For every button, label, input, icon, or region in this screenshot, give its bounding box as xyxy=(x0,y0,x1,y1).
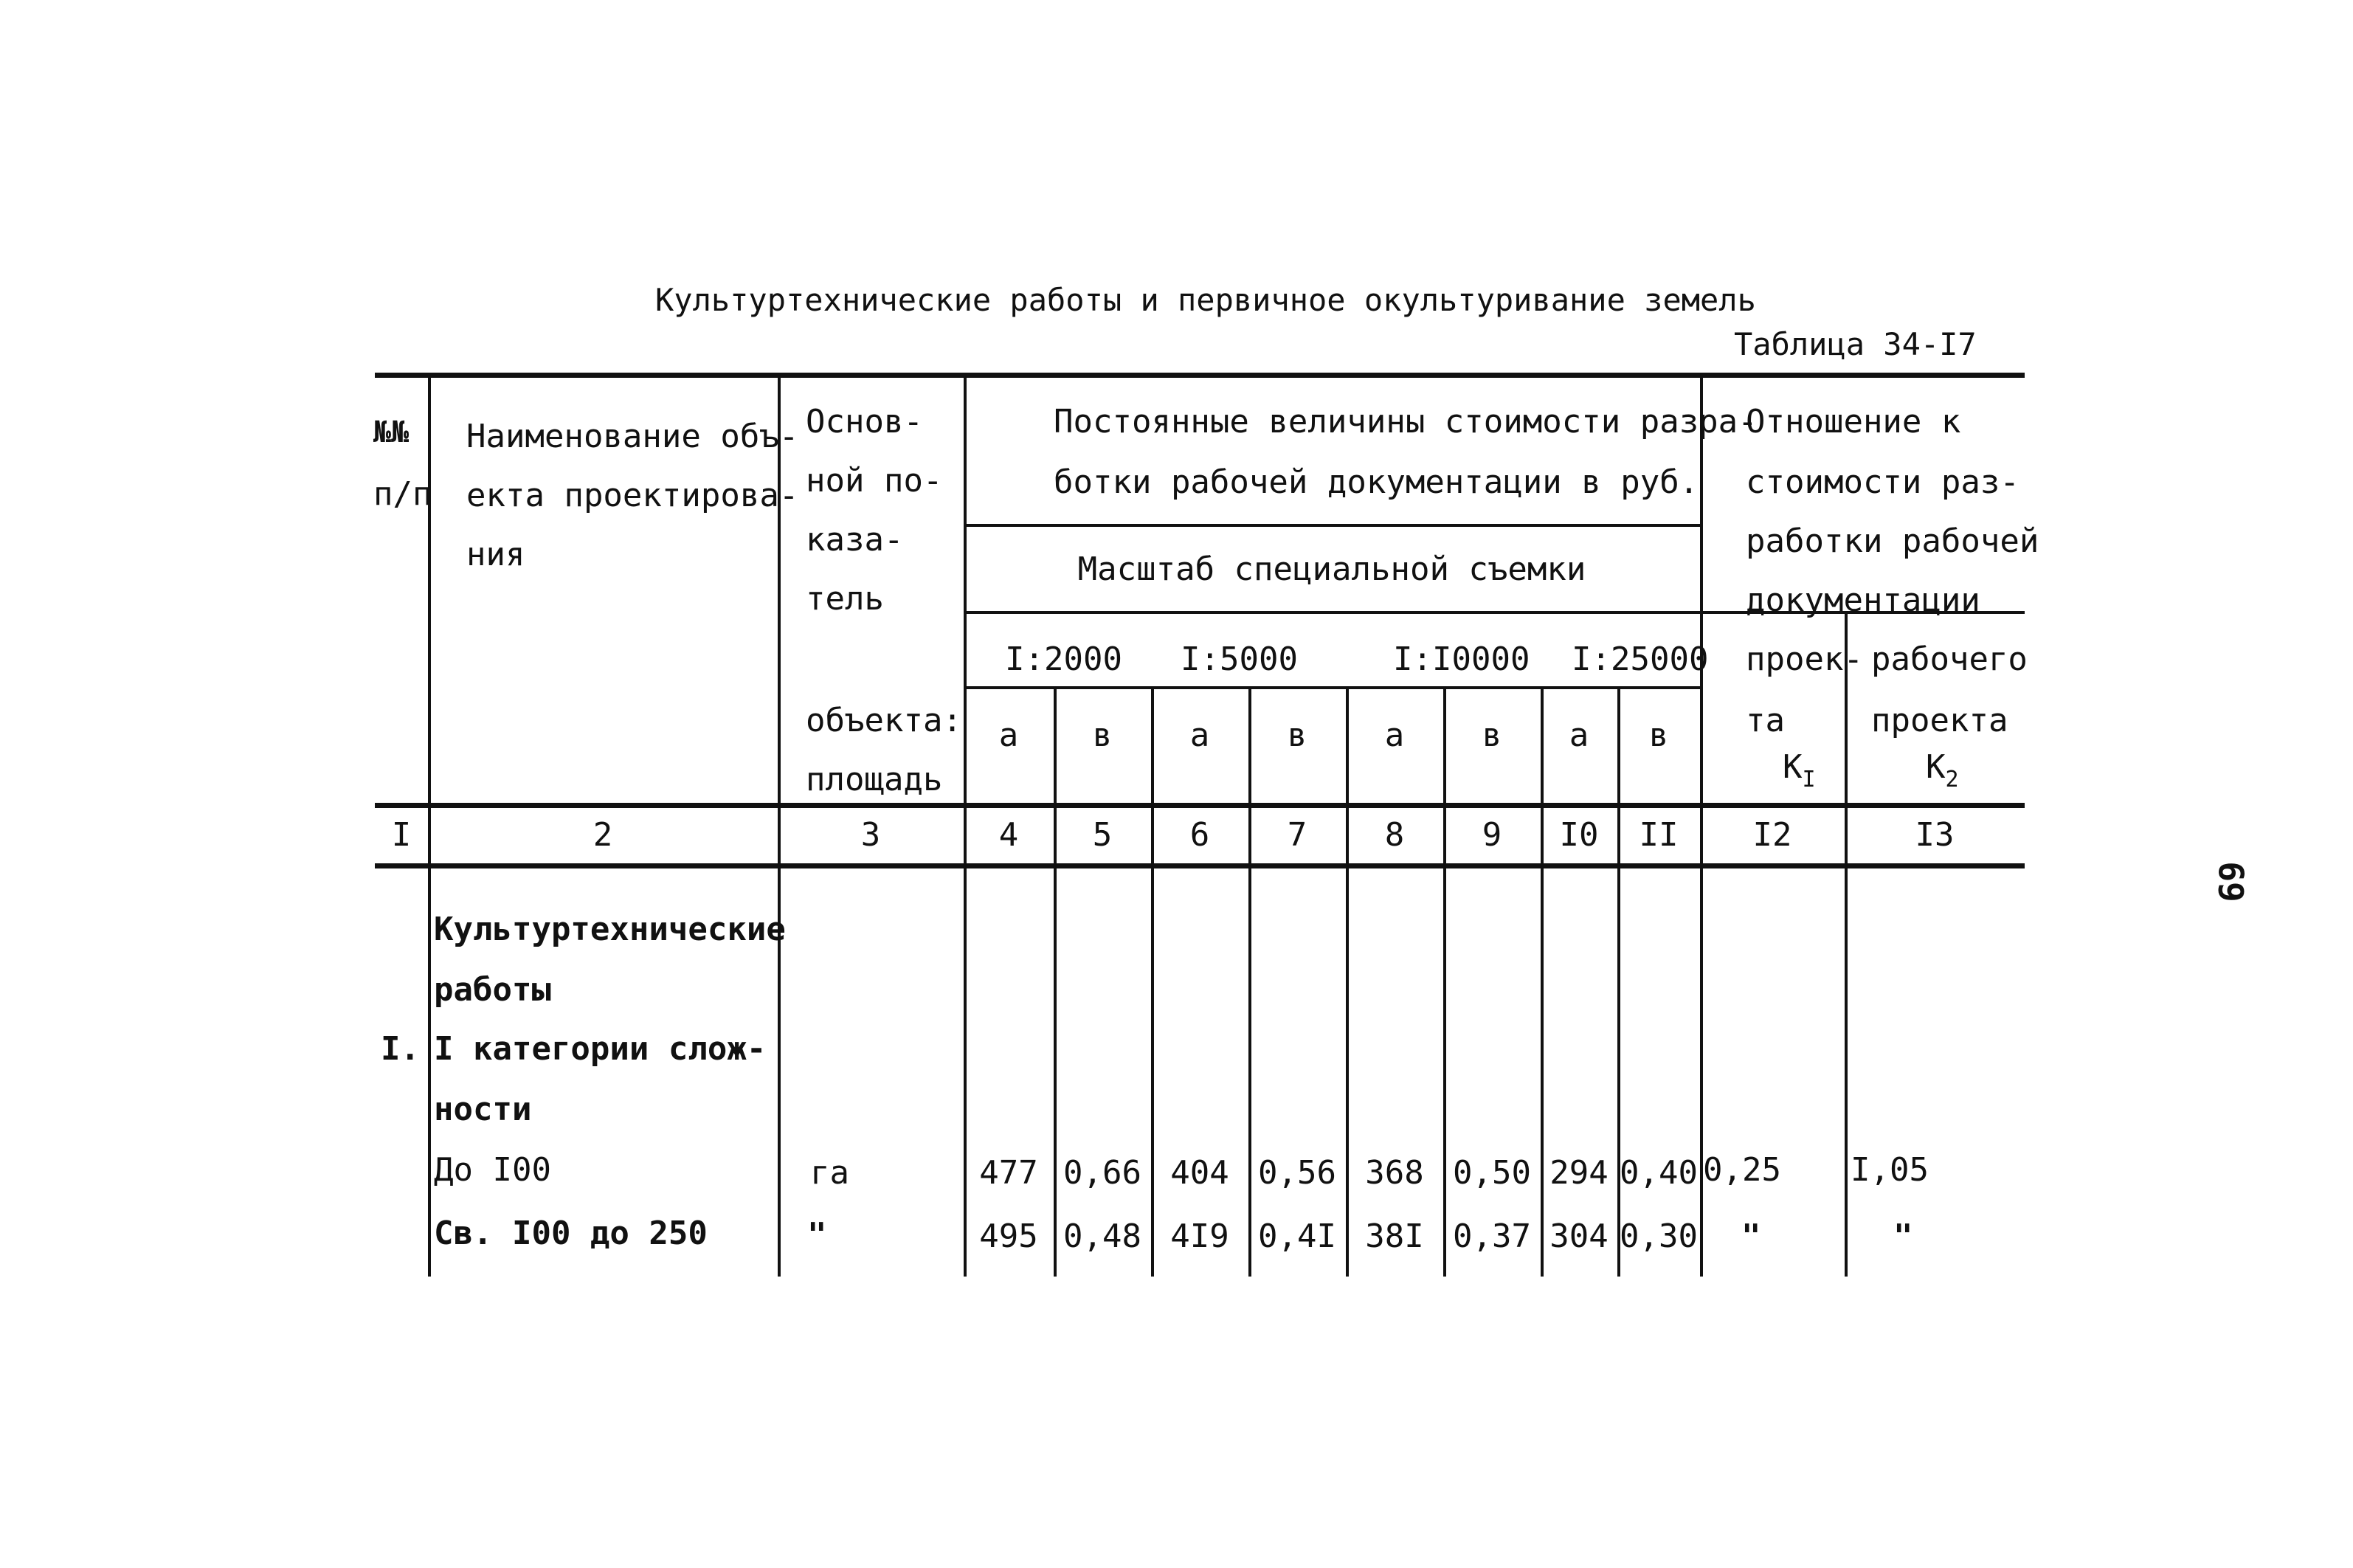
row1-v8: 368 xyxy=(1365,1154,1424,1192)
row2-v8: 38I xyxy=(1365,1218,1424,1255)
header-bottom-rule xyxy=(375,803,2025,808)
row2-k2: " xyxy=(1893,1218,1913,1255)
header-col1-line1: №№ xyxy=(373,415,410,449)
scales-rule xyxy=(964,686,1700,689)
page-number: 69 xyxy=(2211,861,2251,902)
colnum-7: 7 xyxy=(1287,816,1307,854)
cost-group-line1: Постоянные величины стоимости разра- xyxy=(1054,403,1758,441)
colnum-3: 3 xyxy=(860,816,881,854)
subhead-v-3: в xyxy=(1482,716,1502,754)
scale-1-2000: I:2000 xyxy=(1005,640,1122,678)
scale-1-5000: I:5000 xyxy=(1181,640,1298,678)
colnum-8: 8 xyxy=(1384,816,1405,854)
table-top-rule xyxy=(375,373,2025,378)
row1-v11: 0,40 xyxy=(1620,1154,1698,1192)
k1-header-line1: проек- xyxy=(1746,640,1863,678)
header-col2-line1: Наименование объ- xyxy=(466,418,799,455)
row1-v7: 0,56 xyxy=(1258,1154,1336,1192)
subhead-v-2: в xyxy=(1287,716,1307,754)
section-line1: Культуртехнические xyxy=(434,911,786,948)
header-col3-line6: площадь xyxy=(806,761,943,798)
cost-group-line2: ботки рабочей документации в руб. xyxy=(1054,463,1699,501)
row2-v11: 0,30 xyxy=(1620,1218,1698,1255)
header-col1-line2: п/п xyxy=(373,475,432,513)
cost-subheader-rule xyxy=(964,524,1700,527)
ratio-group-line3: работки рабочей xyxy=(1746,522,2039,560)
colnum-11: II xyxy=(1639,816,1679,854)
k1-header-symbol: $K_I$ xyxy=(1783,748,1816,792)
k1-header-line2: та xyxy=(1746,702,1785,739)
scale-label-rule xyxy=(964,611,1700,614)
document-title: Культуртехнические работы и первичное окультуривание земель xyxy=(655,282,1756,318)
k2-header-symbol: $K_2$ xyxy=(1926,748,1959,792)
colnum-4: 4 xyxy=(998,816,1019,854)
header-col3-line1: Основ- xyxy=(806,403,923,441)
row2-name: Св. I00 до 250 xyxy=(434,1215,708,1252)
scale-1-25000: I:25000 xyxy=(1572,640,1709,678)
colnum-13: I3 xyxy=(1915,816,1955,854)
colnum-10: I0 xyxy=(1559,816,1599,854)
row1-name: До I00 xyxy=(434,1151,551,1189)
header-col2-line2: екта проектирова- xyxy=(466,477,799,514)
ratio-group-line4: документации xyxy=(1746,581,1980,619)
header-col3-line3: каза- xyxy=(806,521,904,559)
scale-1-10000: I:I0000 xyxy=(1393,640,1530,678)
ratio-group-line1: Отношение к xyxy=(1746,403,1961,441)
row1-v9: 0,50 xyxy=(1453,1154,1531,1192)
ratio-group-line2: стоимости раз- xyxy=(1746,463,2019,501)
k2-header-line2: проекта xyxy=(1871,702,2008,739)
row1-v6: 404 xyxy=(1170,1154,1229,1192)
row2-v6: 4I9 xyxy=(1170,1218,1229,1255)
row1-v5: 0,66 xyxy=(1063,1154,1141,1192)
colnum-1: I xyxy=(391,816,412,854)
row1-v10: 294 xyxy=(1549,1154,1609,1192)
subhead-a-3: а xyxy=(1384,716,1405,754)
colnum-9: 9 xyxy=(1482,816,1502,854)
header-col3-line2: ной по- xyxy=(806,462,943,500)
subhead-a-4: а xyxy=(1569,716,1589,754)
colnum-5: 5 xyxy=(1092,816,1113,854)
row2-v7: 0,4I xyxy=(1258,1218,1336,1255)
header-col3-line4: тель xyxy=(806,580,884,618)
colnum-12: I2 xyxy=(1752,816,1792,854)
scale-label: Масштаб специальной съемки xyxy=(1077,550,1586,588)
row2-v4: 495 xyxy=(979,1218,1038,1255)
subhead-a-1: а xyxy=(998,716,1019,754)
row2-v10: 304 xyxy=(1549,1218,1609,1255)
colnum-2: 2 xyxy=(592,816,613,854)
header-col2-line3: ния xyxy=(466,536,525,573)
section-line4: ности xyxy=(434,1091,532,1128)
subhead-a-2: а xyxy=(1189,716,1210,754)
table-label: Таблица 34-I7 xyxy=(1734,326,1977,362)
col-divider-12 xyxy=(1845,611,1848,1277)
row1-unit: га xyxy=(810,1154,849,1192)
row1-v4: 477 xyxy=(979,1154,1038,1192)
colnum-6: 6 xyxy=(1189,816,1210,854)
section-number: I. xyxy=(381,1030,420,1068)
row1-k1: 0,25 xyxy=(1703,1151,1781,1189)
k2-header-line1: рабочего xyxy=(1871,640,2028,678)
section-line3: I категории слож- xyxy=(434,1030,767,1068)
subhead-v-1: в xyxy=(1092,716,1113,754)
subhead-v-4: в xyxy=(1648,716,1669,754)
row2-v5: 0,48 xyxy=(1063,1218,1141,1255)
row2-k1: " xyxy=(1741,1218,1761,1255)
row1-k2: I,05 xyxy=(1851,1151,1929,1189)
colnum-bottom-rule xyxy=(375,863,2025,868)
row2-v9: 0,37 xyxy=(1453,1218,1531,1255)
header-col3-line5: объекта: xyxy=(806,702,962,739)
section-line2: работы xyxy=(434,971,551,1009)
row2-unit: " xyxy=(807,1216,827,1254)
